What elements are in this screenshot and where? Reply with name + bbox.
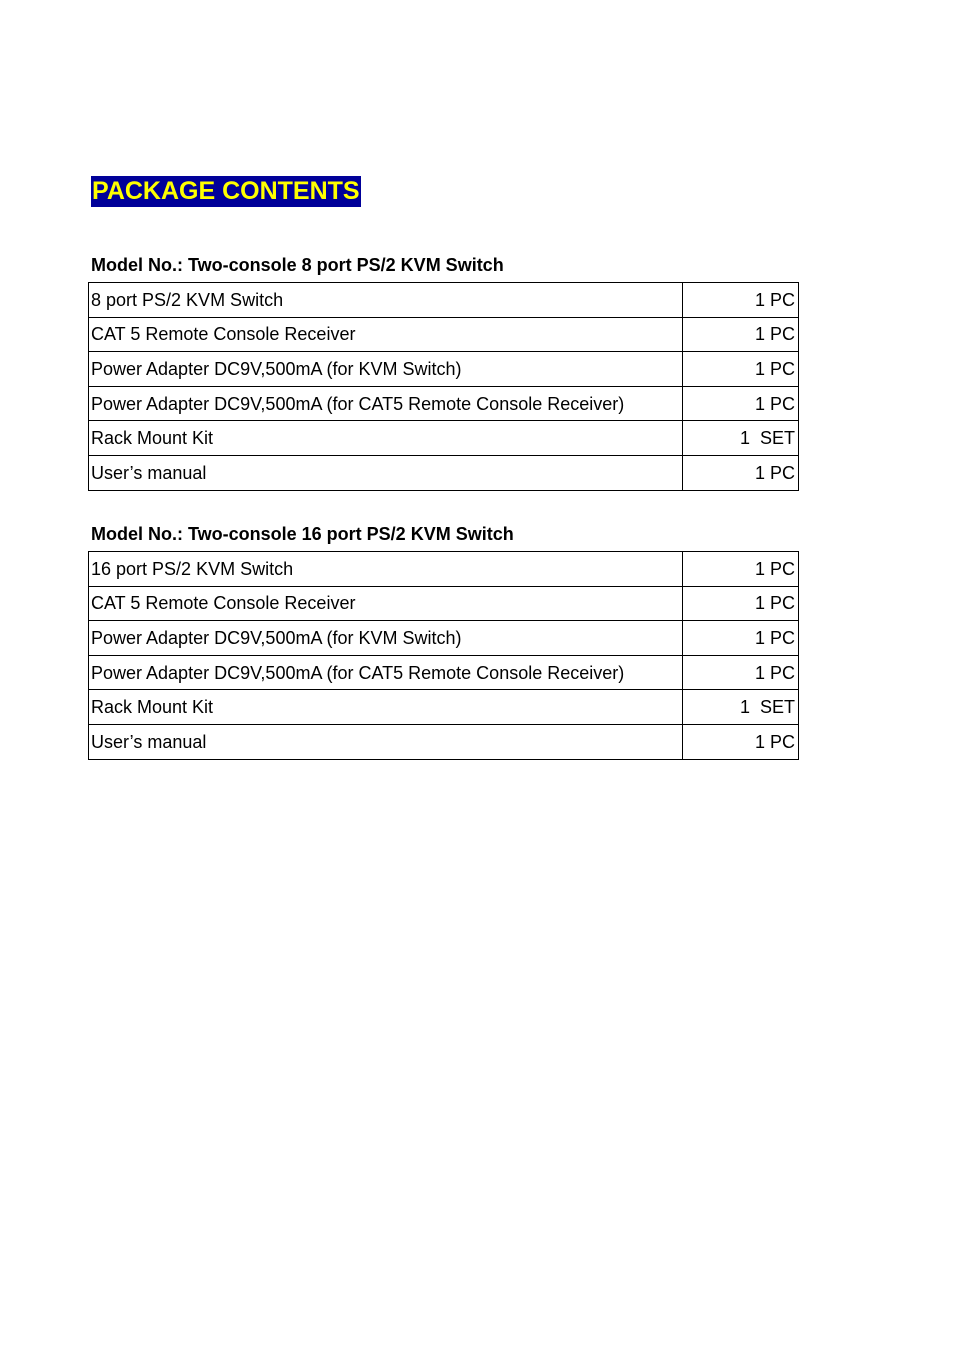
page-heading: PACKAGE CONTENTS (92, 177, 360, 205)
item-quantity: 1 SET (683, 690, 799, 725)
package-table-8-port (88, 282, 799, 491)
model-title-8-port: Model No.: Two-console 8 port PS/2 KVM Switch (91, 255, 504, 275)
item-quantity: 1 PC (683, 586, 799, 621)
item-description: Power Adapter DC9V,500mA (for CAT5 Remote Console Receiver) (89, 655, 683, 690)
package-table-16-port (88, 551, 799, 760)
table-row (89, 552, 799, 587)
item-description: CAT 5 Remote Console Receiver (89, 586, 683, 621)
model-title-16-port: Model No.: Two-console 16 port PS/2 KVM Switch (91, 524, 514, 544)
item-quantity: 1 PC (683, 552, 799, 587)
item-description: CAT 5 Remote Console Receiver (89, 317, 683, 352)
table-row (89, 317, 799, 352)
item-quantity: 1 PC (683, 621, 799, 656)
item-description: Power Adapter DC9V,500mA (for KVM Switch) (89, 621, 683, 656)
table-row (89, 655, 799, 690)
item-quantity: 1 PC (683, 317, 799, 352)
item-description: 16 port PS/2 KVM Switch (89, 552, 683, 587)
item-quantity: 1 PC (683, 283, 799, 318)
item-description: Rack Mount Kit (89, 421, 683, 456)
item-quantity: 1 PC (683, 386, 799, 421)
item-quantity: 1 PC (683, 455, 799, 490)
table-row (89, 724, 799, 759)
table-row (89, 621, 799, 656)
item-quantity: 1 PC (683, 724, 799, 759)
item-quantity: 1 PC (683, 655, 799, 690)
item-quantity: 1 PC (683, 352, 799, 387)
item-description: Rack Mount Kit (89, 690, 683, 725)
table-row (89, 283, 799, 318)
table-row (89, 386, 799, 421)
table-row (89, 455, 799, 490)
table-row (89, 352, 799, 387)
item-description: User’s manual (89, 724, 683, 759)
table-row (89, 421, 799, 456)
item-description: Power Adapter DC9V,500mA (for KVM Switch) (89, 352, 683, 387)
item-description: Power Adapter DC9V,500mA (for CAT5 Remote Console Receiver) (89, 386, 683, 421)
item-quantity: 1 SET (683, 421, 799, 456)
table-row (89, 690, 799, 725)
table-row (89, 586, 799, 621)
item-description: User’s manual (89, 455, 683, 490)
item-description: 8 port PS/2 KVM Switch (89, 283, 683, 318)
